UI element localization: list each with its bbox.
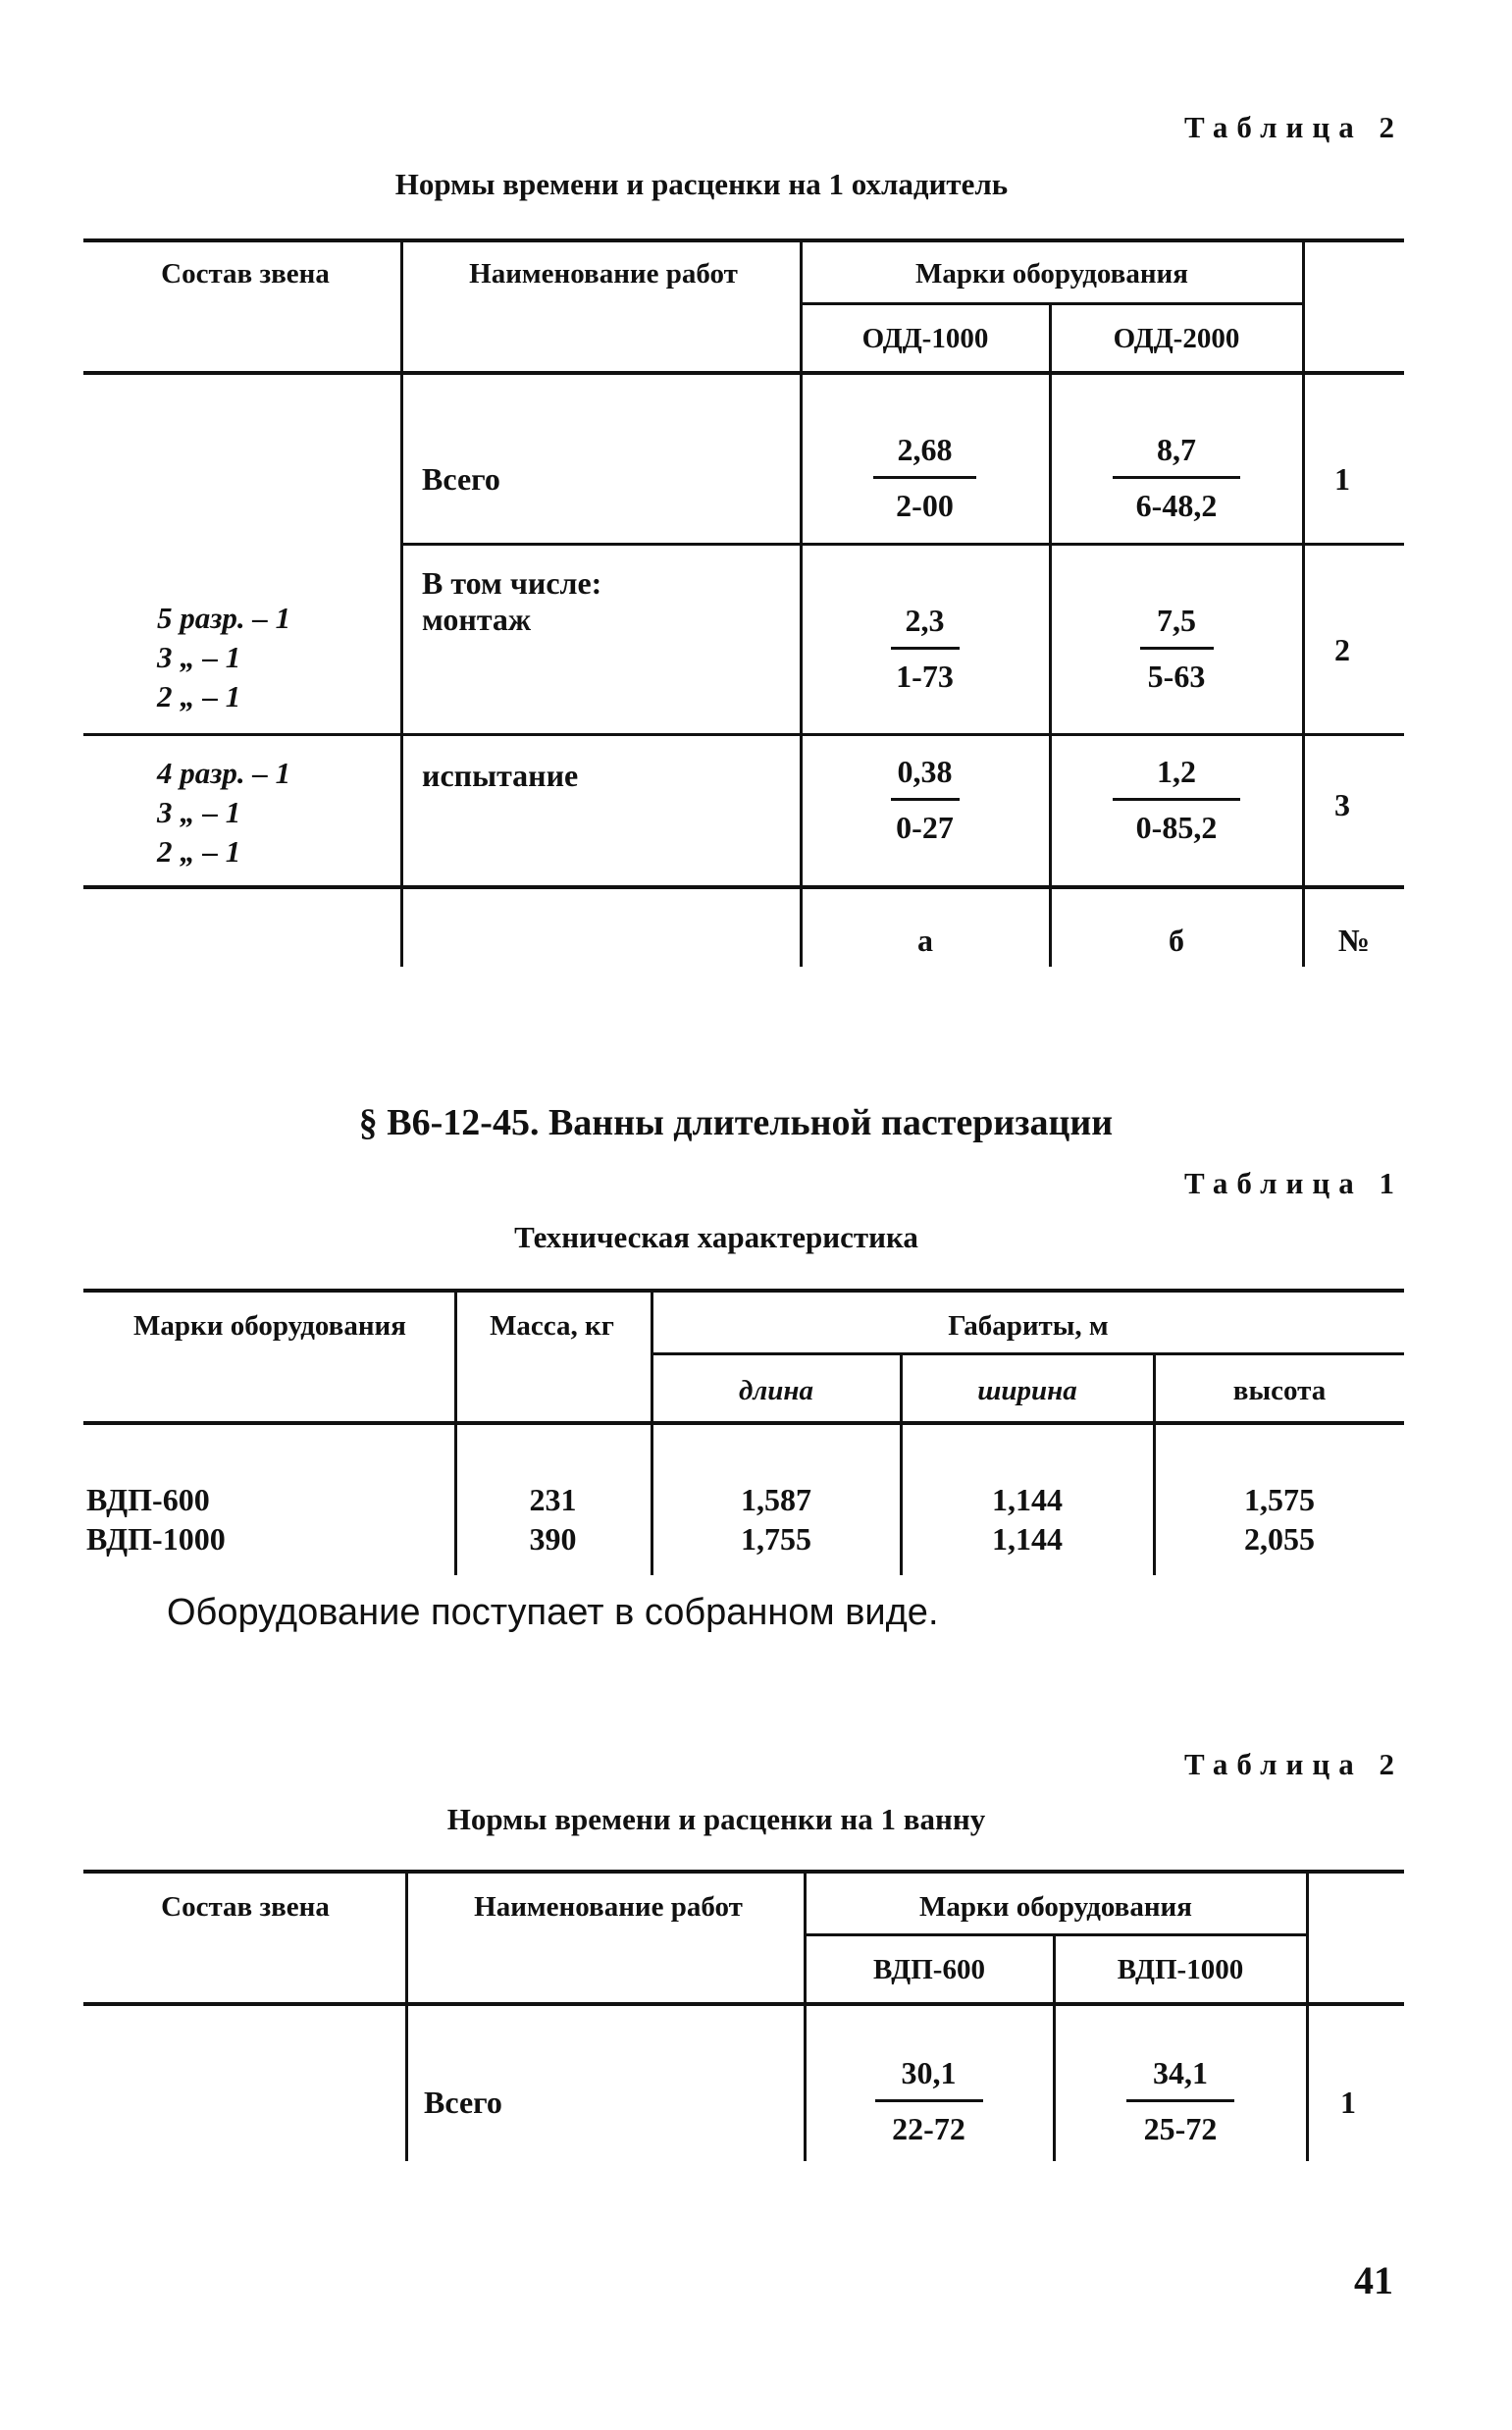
shirina-cell: 1,144 <box>992 1482 1063 1517</box>
footer-a: а <box>917 923 933 958</box>
sostav-list <box>157 599 392 716</box>
col-divider <box>400 240 403 967</box>
section-heading: § В6-12-45. Ванны длительной пастеризации <box>358 1102 1114 1143</box>
mark-cell: ВДП-600 <box>86 1482 210 1517</box>
fraction-b <box>1054 428 1299 527</box>
header-shirina: ширина <box>977 1375 1077 1406</box>
mark-cell: ВДП-1000 <box>86 1521 226 1557</box>
row-number: 1 <box>1334 461 1350 497</box>
header-bottom-rule <box>83 1421 1404 1425</box>
header-naim: Наименование работ <box>469 258 738 290</box>
fraction-denominator: 5-63 <box>1147 659 1206 694</box>
footer-b: б <box>1169 923 1184 958</box>
table-caption: Таблица 2 <box>1184 110 1403 144</box>
col-divider <box>405 1872 408 2161</box>
row-number: 2 <box>1334 632 1350 667</box>
fraction-numerator: 30,1 <box>901 2055 957 2090</box>
work-line: В том числе: <box>422 565 602 601</box>
work-label: Всего <box>424 2085 502 2120</box>
table-bottom-rule <box>83 885 1404 889</box>
fraction-bar <box>1140 647 1214 650</box>
fraction-denominator: 6-48,2 <box>1135 488 1218 523</box>
header-naim: Наименование работ <box>474 1891 743 1923</box>
fraction-numerator: 2,68 <box>897 432 953 467</box>
note-text: Оборудование поступает в собранном виде. <box>167 1592 939 1633</box>
fraction-a <box>805 750 1045 849</box>
header-col-a: ВДП-600 <box>873 1954 985 1985</box>
fraction-denominator: 2-00 <box>896 488 954 523</box>
subheader-rule <box>801 302 1303 305</box>
header-vysota: высота <box>1232 1375 1327 1406</box>
header-sostav: Состав звена <box>161 1891 330 1923</box>
work-label <box>422 565 601 638</box>
header-bottom-rule <box>83 371 1404 375</box>
fraction-bar <box>891 798 960 801</box>
fraction-denominator: 0-27 <box>896 810 954 845</box>
page-number: 41 <box>1354 2258 1393 2302</box>
fraction-bar <box>873 476 976 479</box>
subheader-rule <box>805 1933 1307 1936</box>
sostav-line: 4 разр. – 1 <box>157 756 291 790</box>
table-title: Нормы времени и расценки на 1 охладитель <box>394 167 1009 201</box>
table-row <box>86 1480 226 1558</box>
row-rule <box>83 733 1404 736</box>
fraction-numerator: 1,2 <box>1157 754 1196 789</box>
subheader-rule <box>652 1352 1404 1355</box>
fraction-b <box>1054 750 1299 849</box>
fraction-numerator: 34,1 <box>1153 2055 1208 2090</box>
header-col-a: ОДД-1000 <box>861 323 989 354</box>
row-number: 1 <box>1340 2085 1356 2120</box>
dlina-cell: 1,587 <box>741 1482 811 1517</box>
shirina-cell: 1,144 <box>992 1521 1063 1557</box>
col-divider <box>1049 304 1052 967</box>
fraction-denominator: 1-73 <box>896 659 954 694</box>
fraction-b <box>1054 599 1299 698</box>
sostav-line: 3 „ – 1 <box>157 640 241 674</box>
fraction-numerator: 0,38 <box>897 754 953 789</box>
fraction-numerator: 8,7 <box>1157 432 1196 467</box>
dlina-cell: 1,755 <box>741 1521 811 1557</box>
table-rule <box>83 238 1404 242</box>
header-bottom-rule <box>83 2002 1404 2006</box>
fraction-denominator: 22-72 <box>892 2111 965 2146</box>
col-divider <box>1306 1872 1309 2161</box>
header-col-b: ОДД-2000 <box>1113 323 1240 354</box>
table-title: Нормы времени и расценки на 1 ванну <box>446 1802 986 1836</box>
dlina-column <box>653 1480 899 1558</box>
fraction-a <box>805 599 1045 698</box>
table-caption: Таблица 2 <box>1184 1747 1403 1781</box>
fraction-bar <box>891 647 960 650</box>
fraction-a <box>808 2051 1049 2150</box>
mass-cell: 390 <box>529 1521 577 1557</box>
fraction-bar <box>1113 476 1240 479</box>
work-label: Всего <box>422 461 500 497</box>
mass-column <box>457 1480 649 1558</box>
sostav-line: 3 „ – 1 <box>157 795 241 829</box>
col-divider <box>1302 240 1305 967</box>
fraction-denominator: 0-85,2 <box>1135 810 1218 845</box>
header-sostav: Состав звена <box>161 258 330 290</box>
header-marki: Марки оборудования <box>915 258 1188 290</box>
shirina-column <box>903 1480 1152 1558</box>
header-dlina: длина <box>739 1375 813 1406</box>
fraction-bar <box>1126 2099 1234 2102</box>
table-title: Техническая характеристика <box>514 1220 918 1254</box>
table-caption: Таблица 1 <box>1184 1166 1403 1200</box>
work-line: монтаж <box>422 602 532 637</box>
sostav-line: 2 „ – 1 <box>157 834 241 869</box>
row-number: 3 <box>1334 787 1350 822</box>
vysota-cell: 1,575 <box>1244 1482 1315 1517</box>
header-marki: Марки оборудования <box>919 1891 1192 1923</box>
fraction-numerator: 7,5 <box>1157 603 1196 638</box>
fraction-a <box>805 428 1045 527</box>
table-rule <box>83 1289 1404 1293</box>
fraction-numerator: 2,3 <box>905 603 945 638</box>
header-massa: Масса, кг <box>490 1310 614 1342</box>
fraction-b <box>1058 2051 1303 2150</box>
mass-cell: 231 <box>529 1482 577 1517</box>
sostav-list <box>157 754 392 872</box>
vysota-column <box>1156 1480 1403 1558</box>
fraction-bar <box>1113 798 1240 801</box>
fraction-bar <box>875 2099 983 2102</box>
fraction-denominator: 25-72 <box>1143 2111 1218 2146</box>
header-col-b: ВДП-1000 <box>1117 1954 1244 1985</box>
row-rule <box>402 543 1404 546</box>
sostav-line: 2 „ – 1 <box>157 679 241 713</box>
header-gabarity: Габариты, м <box>948 1310 1109 1342</box>
vysota-cell: 2,055 <box>1244 1521 1315 1557</box>
work-label: испытание <box>422 758 579 793</box>
table-rule <box>83 1870 1404 1874</box>
header-marki: Марки оборудования <box>133 1310 406 1342</box>
sostav-line: 5 разр. – 1 <box>157 601 291 635</box>
footer-no: № <box>1337 923 1371 958</box>
